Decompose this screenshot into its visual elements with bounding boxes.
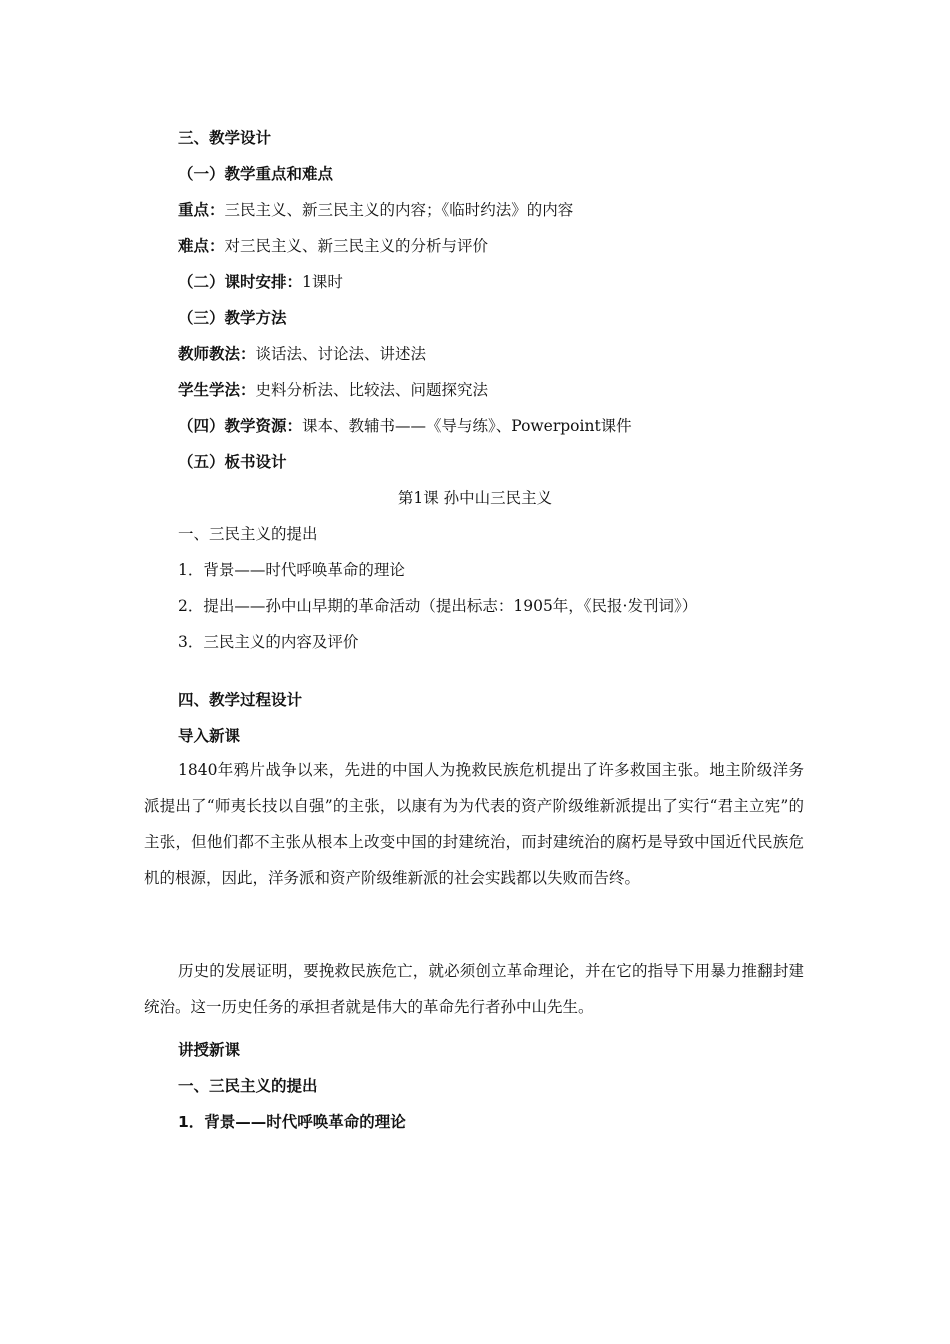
student-label: 学生学法： [178, 381, 256, 399]
section-title-design: 三、教学设计 [178, 129, 272, 147]
teacher-method-line [178, 344, 426, 364]
board-item: 3．三民主义的内容及评价 [178, 633, 359, 651]
key-text: 三民主义、新三民主义的内容；《临时约法》的内容 [224, 201, 574, 219]
schedule-text: 1课时 [302, 273, 343, 291]
board-item: 2．提出——孙中山早期的革命活动（提出标志：1905年，《民报·发刊词》） [178, 597, 698, 615]
key-point-line [178, 200, 573, 220]
teacher-text: 谈话法、讨论法、讲述法 [255, 345, 427, 363]
heading-background: 1．背景——时代呼唤革命的理论 [178, 1113, 406, 1131]
schedule-line [178, 272, 343, 292]
section-title-process: 四、教学过程设计 [178, 691, 303, 709]
heading-lecture: 讲授新课 [178, 1041, 241, 1059]
resources-label: （四）教学资源： [178, 417, 303, 435]
paragraph-intro: 1840年鸦片战争以来，先进的中国人为挽救民族危机提出了许多救国主张。地主阶级洋务派提出了“师夷长技以自强”的主张，以康有为为代表的资产阶级维新派提出了实行“君主立宪”的主张，但他们都不主张从根本上改变中国的封建统治，而封建统治的腐朽是导致中国近代民族危机的根源，因此，洋务派和资产阶级维新派的社会实践都以失败而告终。 [144, 761, 804, 887]
teacher-label: 教师教法： [178, 345, 256, 363]
board-title: 第1课 孙中山三民主义 [397, 489, 553, 507]
heading-key-points: （一）教学重点和难点 [178, 165, 334, 183]
heading-board: （五）板书设计 [178, 453, 287, 471]
key-label: 重点： [178, 201, 225, 219]
student-method-line [178, 380, 488, 400]
difficult-label: 难点： [178, 237, 225, 255]
heading-subsection: 一、三民主义的提出 [178, 1077, 318, 1095]
difficult-point-line [178, 236, 488, 256]
board-item: 1．背景——时代呼唤革命的理论 [178, 561, 405, 579]
schedule-label: （二）课时安排： [178, 273, 303, 291]
heading-methods: （三）教学方法 [178, 309, 287, 327]
board-item-main: 一、三民主义的提出 [178, 525, 318, 543]
resources-text: 课本、教辅书——《导与练》、Powerpoint课件 [302, 417, 632, 435]
heading-intro: 导入新课 [178, 727, 241, 745]
student-text: 史料分析法、比较法、问题探究法 [255, 381, 489, 399]
paragraph-history: 历史的发展证明，要挽救民族危亡，就必须创立革命理论，并在它的指导下用暴力推翻封建统治。这一历史任务的承担者就是伟大的革命先行者孙中山先生。 [144, 962, 804, 1016]
difficult-text: 对三民主义、新三民主义的分析与评价 [224, 237, 489, 255]
resources-line [178, 416, 632, 436]
